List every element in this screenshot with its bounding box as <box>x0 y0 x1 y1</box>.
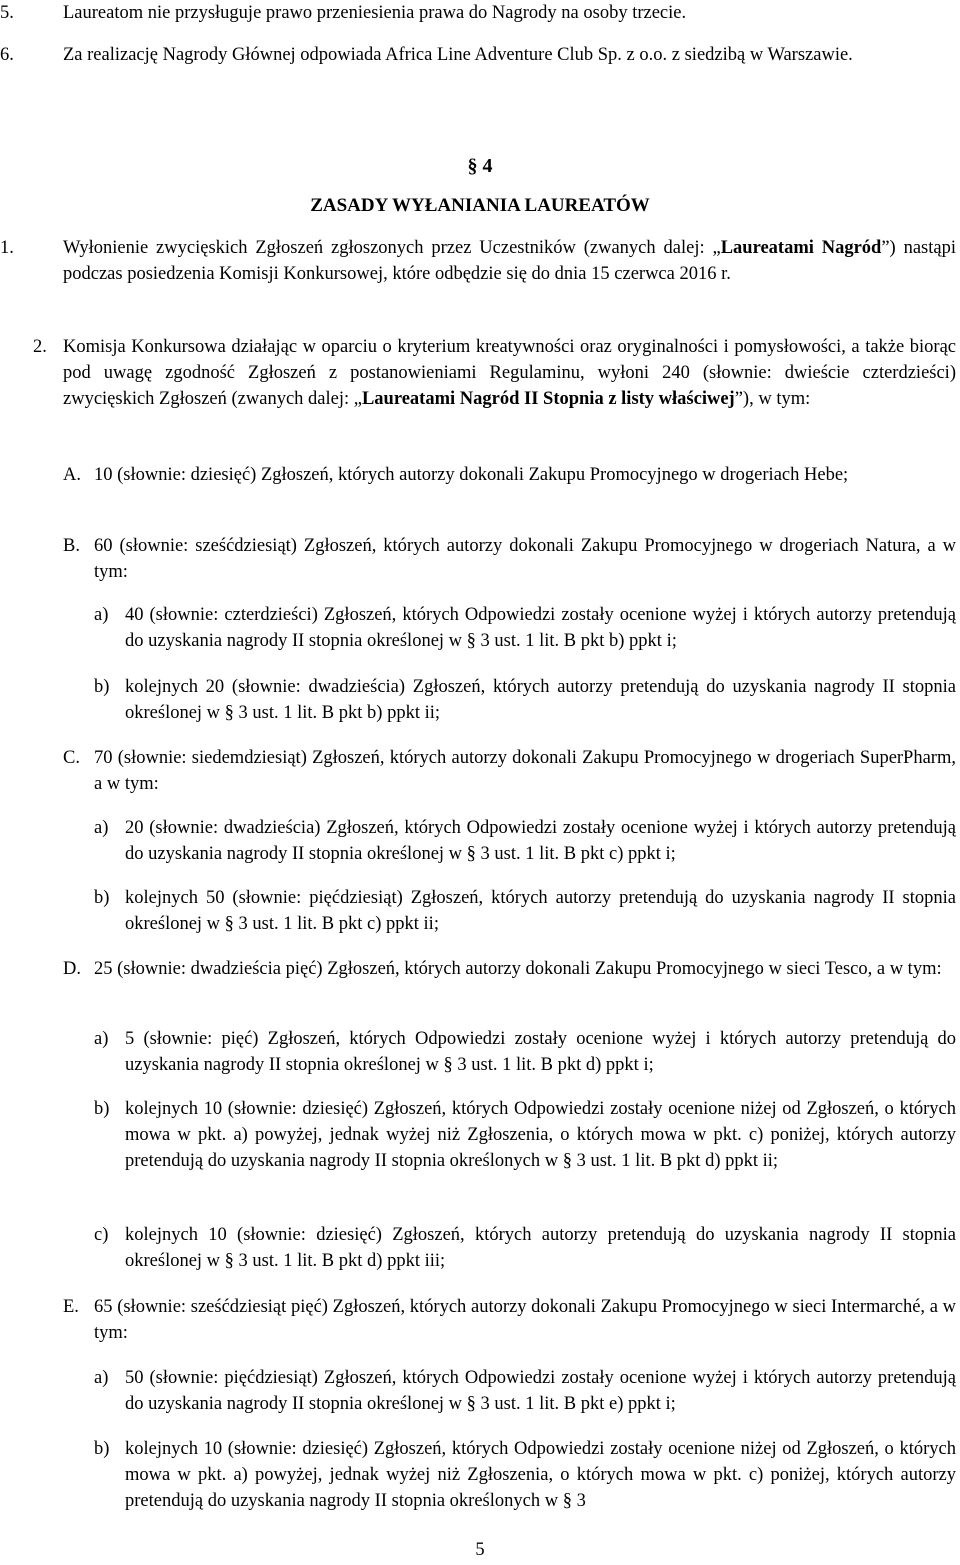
sublist-item-text: kolejnych 10 (słownie: dziesięć) Zgłoszeń, których autorzy pretendują do uzyskania nagrody II stopnia określonej w § 3 ust. 1 lit. B pkt d) ppkt iii; <box>125 1225 956 1271</box>
list-item-text: 60 (słownie: sześćdziesiąt) Zgłoszeń, których autorzy dokonali Zakupu Promocyjnego w drogeriach Natura, a w tym: <box>94 536 956 582</box>
bold-term: Laureatami Nagród <box>720 238 882 258</box>
sublist-item-text: kolejnych 20 (słownie: dwadzieścia) Zgłoszeń, których autorzy pretendują do uzyskania nagrody II stopnia określonej w § 3 ust. 1 lit. B pkt b) ppkt ii; <box>125 677 956 723</box>
sublist-item-text: 5 (słownie: pięć) Zgłoszeń, których Odpowiedzi zostały ocenione wyżej i których autorzy pretendują do uzyskania nagrody II stopnia określonej w § 3 ust. 1 lit. B pkt d) ppkt i; <box>125 1029 956 1075</box>
sublist-letter: a) <box>94 605 109 625</box>
paragraph-text <box>63 235 956 287</box>
sublist-item-text: 40 (słownie: czterdzieści) Zgłoszeń, których Odpowiedzi zostały ocenione wyżej i których autorzy pretendują do uzyskania nagrody II stopnia określonej w § 3 ust. 1 lit. B pkt b) ppkt i; <box>125 605 956 651</box>
sublist-letter: c) <box>94 1225 109 1245</box>
list-letter: C. <box>63 748 80 768</box>
list-letter: E. <box>63 1297 79 1317</box>
text-run: ”) nastąpi podczas posiedzenia Komisji Konkursowej, które odbędzie się do dnia 15 czerwca 2016 r. <box>63 238 956 284</box>
sublist-letter: b) <box>94 677 110 697</box>
bold-term: Laureatami Nagród II Stopnia z listy właściwej <box>361 389 735 409</box>
list-letter: D. <box>63 959 81 979</box>
sublist-item-text: kolejnych 10 (słownie: dziesięć) Zgłoszeń, których Odpowiedzi zostały ocenione niżej od Zgłoszeń, o których mowa w pkt. a) powyżej, jednak wyżej niż Zgłoszenia, o których mowa w pkt. c) poniżej, których autorzy pretendują do uzyskania nagrody II stopnia określonych w § 3 <box>125 1439 956 1511</box>
paragraph-text <box>63 334 956 412</box>
section-title: ZASADY WYŁANIANIA LAUREATÓW <box>310 195 650 216</box>
sublist-letter: a) <box>94 1029 109 1049</box>
list-item-text: Za realizację Nagrody Głównej odpowiada Africa Line Adventure Club Sp. z o.o. z siedzibą w Warszawie. <box>63 45 853 65</box>
text-run: Wyłonienie zwycięskich Zgłoszeń zgłoszonych przez Uczestników (zwanych dalej: „ <box>63 238 721 258</box>
list-item-text: Laureatom nie przysługuje prawo przeniesienia prawa do Nagrody na osoby trzecie. <box>63 3 687 23</box>
sublist-letter: a) <box>94 818 109 838</box>
sublist-letter: a) <box>94 1368 109 1388</box>
text-run: ”), w tym: <box>734 389 811 409</box>
list-number: 6. <box>0 45 14 65</box>
paragraph-number: 2. <box>33 337 47 357</box>
page-number: 5 <box>475 1540 485 1560</box>
list-item-text: 70 (słownie: siedemdziesiąt) Zgłoszeń, których autorzy dokonali Zakupu Promocyjnego w drogeriach SuperPharm, a w tym: <box>94 748 956 794</box>
list-letter: A. <box>63 465 81 485</box>
list-item-text: 10 (słownie: dziesięć) Zgłoszeń, których autorzy dokonali Zakupu Promocyjnego w drogeriach Hebe; <box>94 465 849 485</box>
list-item-text: 65 (słownie: sześćdziesiąt pięć) Zgłoszeń, których autorzy dokonali Zakupu Promocyjnego w sieci Intermarché, a w tym: <box>94 1297 956 1343</box>
text-run: Komisja Konkursowa działając w oparciu o kryterium kreatywności oraz oryginalności i pomysłowości, a także biorąc pod uwagę zgodność Zgłoszeń z postanowieniami Regulaminu, wyłoni 240 (słownie: dwieście czterdzieści) zwycięskich Zgłoszeń (zwanych dalej: „ <box>63 337 956 409</box>
list-letter: B. <box>63 536 80 556</box>
sublist-letter: b) <box>94 1439 110 1459</box>
sublist-letter: b) <box>94 1099 110 1119</box>
sublist-item-text: kolejnych 50 (słownie: pięćdziesiąt) Zgłoszeń, których autorzy pretendują do uzyskania nagrody II stopnia określonej w § 3 ust. 1 lit. B pkt c) ppkt ii; <box>125 888 956 934</box>
section-number: § 4 <box>467 155 493 177</box>
sublist-letter: b) <box>94 888 110 908</box>
sublist-item-text: kolejnych 10 (słownie: dziesięć) Zgłoszeń, których Odpowiedzi zostały ocenione niżej od Zgłoszeń, o których mowa w pkt. a) powyżej, jednak wyżej niż Zgłoszenia, o których mowa w pkt. c) poniżej, których autorzy pretendują do uzyskania nagrody II stopnia określonych w § 3 ust. 1 lit. B pkt d) ppkt ii; <box>125 1099 956 1171</box>
sublist-item-text: 20 (słownie: dwadzieścia) Zgłoszeń, których Odpowiedzi zostały ocenione wyżej i których autorzy pretendują do uzyskania nagrody II stopnia określonej w § 3 ust. 1 lit. B pkt c) ppkt i; <box>125 818 956 864</box>
paragraph-number: 1. <box>0 238 14 258</box>
list-item-text: 25 (słownie: dwadzieścia pięć) Zgłoszeń, których autorzy dokonali Zakupu Promocyjnego w sieci Tesco, a w tym: <box>94 959 942 979</box>
list-number: 5. <box>0 3 14 23</box>
sublist-item-text: 50 (słownie: pięćdziesiąt) Zgłoszeń, których Odpowiedzi zostały ocenione wyżej i których autorzy pretendują do uzyskania nagrody II stopnia określonej w § 3 ust. 1 lit. B pkt e) ppkt i; <box>125 1368 956 1414</box>
